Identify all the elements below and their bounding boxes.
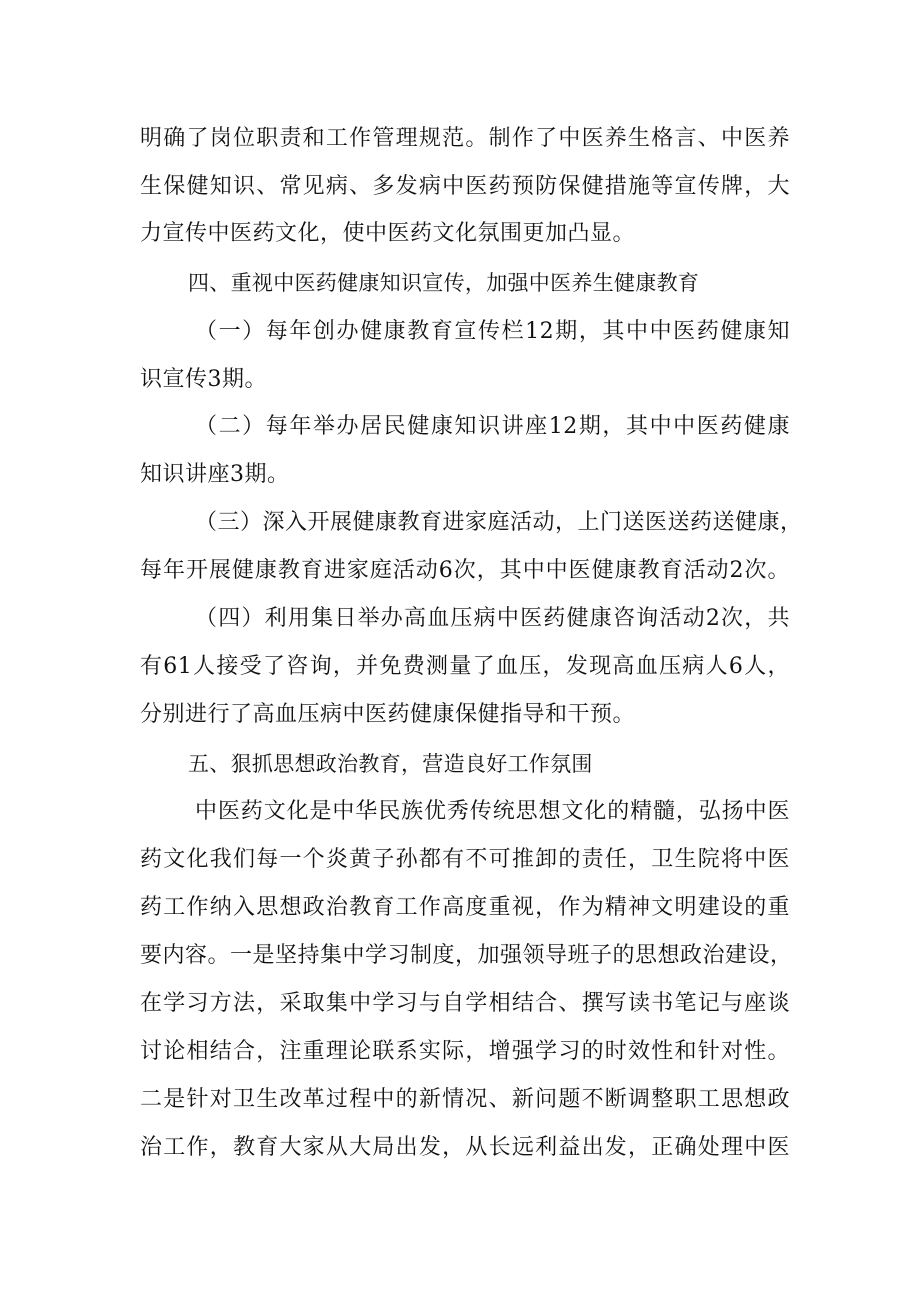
section-4-item-2-line-2: 知识讲座3期。 bbox=[140, 462, 290, 487]
section-5-line-1: 中医药文化是中华民族优秀传统思想文化的精髓，弘扬中医 bbox=[195, 799, 790, 824]
section-4-item-4-line-1: （四）利用集日举办高血压病中医药健康咨询活动2次，共 bbox=[195, 606, 790, 631]
section-5-heading: 五、狠抓思想政治教育，营造良好工作氛围 bbox=[188, 752, 593, 776]
section-5-line-5: 在学习方法，采取集中学习与自学相结合、撰写读书笔记与座谈 bbox=[140, 991, 790, 1016]
section-5-line-8: 治工作，教育大家从大局出发，从长远利益出发，正确处理中医 bbox=[140, 1135, 790, 1160]
section-5-line-4: 要内容。一是坚持集中学习制度，加强领导班子的思想政治建设， bbox=[140, 943, 793, 968]
section-4-item-1-line-1: （一）每年创办健康教育宣传栏12期，其中中医药健康知 bbox=[195, 319, 790, 344]
intro-line-2: 生保健知识、常见病、多发病中医药预防保健措施等宣传牌，大 bbox=[140, 174, 790, 199]
section-5-line-6: 讨论相结合，注重理论联系实际，增强学习的时效性和针对性。 bbox=[140, 1039, 790, 1064]
section-4-item-1-line-2: 识宣传3期。 bbox=[140, 367, 267, 392]
section-4-heading: 四、重视中医药健康知识宣传，加强中医养生健康教育 bbox=[188, 271, 700, 295]
intro-line-3: 力宣传中医药文化，使中医药文化氛围更加凸显。 bbox=[140, 221, 636, 246]
section-5-line-2: 药文化我们每一个炎黄子孙都有不可推卸的责任，卫生院将中医 bbox=[140, 847, 790, 872]
intro-line-1: 明确了岗位职责和工作管理规范。制作了中医养生格言、中医养 bbox=[140, 126, 790, 151]
section-4-item-3-line-2: 每年开展健康教育进家庭活动6次，其中中医健康教育活动2次。 bbox=[140, 558, 790, 583]
section-4-item-2-line-1: （二）每年举办居民健康知识讲座12期，其中中医药健康 bbox=[195, 414, 790, 439]
section-5-line-7: 二是针对卫生改革过程中的新情况、新问题不断调整职工思想政 bbox=[140, 1087, 790, 1112]
section-4-item-4-line-2: 有61人接受了咨询，并免费测量了血压，发现高血压病人6人， bbox=[140, 654, 790, 679]
section-5-line-3: 药工作纳入思想政治教育工作高度重视，作为精神文明建设的重 bbox=[140, 895, 790, 920]
section-4-item-3-line-1: （三）深入开展健康教育进家庭活动，上门送医送药送健康， bbox=[195, 510, 803, 535]
section-4-item-4-line-3: 分别进行了高血压病中医药健康保健指导和干预。 bbox=[140, 702, 636, 727]
